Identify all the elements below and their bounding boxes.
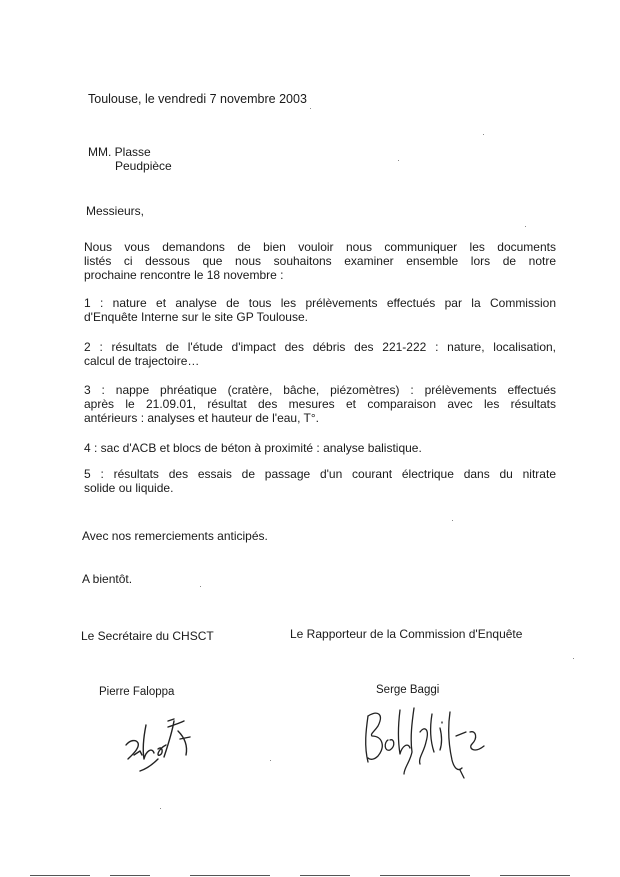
intro-line: prochaine rencontre le 18 novembre :	[84, 268, 284, 282]
list-item-line: 5 : résultats des essais de passage d'un courant électrique dans du nitrate	[84, 467, 556, 481]
closing-line: A bientôt.	[82, 572, 133, 586]
list-item-line: 3 : nappe phréatique (cratère, bâche, piézomètres) : prélèvements effectués	[84, 383, 556, 397]
scan-edge-line	[190, 875, 270, 876]
scan-speck	[452, 520, 453, 521]
scan-speck	[310, 108, 311, 109]
intro-line: Nous vous demandons de bien vouloir nous communiquer les documents	[84, 240, 556, 254]
list-item-3	[84, 383, 556, 425]
scan-edge-line	[300, 875, 350, 876]
left-signatory-title: Le Secrétaire du CHSCT	[81, 629, 214, 643]
scan-speck	[200, 586, 201, 587]
list-item-1	[84, 296, 556, 324]
scan-speck	[398, 160, 399, 161]
list-item-line: après le 21.09.01, résultat des mesures et comparaison avec les résultats	[84, 397, 556, 411]
letter-date: Toulouse, le vendredi 7 novembre 2003	[88, 92, 307, 106]
list-item-line: calcul de trajectoire…	[84, 354, 200, 368]
thanks-line: Avec nos remerciements anticipés.	[82, 529, 268, 543]
list-item-line: d'Enquête Interne sur le site GP Toulouse.	[84, 310, 308, 324]
left-signature	[118, 715, 208, 775]
scan-edge-line	[110, 875, 150, 876]
list-item-4	[84, 441, 556, 455]
recipient-line-1: MM. Plasse	[88, 145, 151, 159]
right-signatory-title: Le Rapporteur de la Commission d'Enquête	[290, 627, 523, 641]
list-item-5	[84, 467, 556, 495]
scan-speck	[525, 226, 526, 227]
scan-speck	[160, 808, 161, 809]
scan-speck	[483, 134, 484, 135]
list-item-line: antérieurs : analyses et hauteur de l'eau, T°.	[84, 411, 320, 425]
scan-speck	[270, 760, 271, 761]
right-signature	[360, 702, 500, 782]
scan-edge-line	[380, 875, 470, 876]
recipient-line-2: Peudpièce	[115, 159, 172, 173]
right-signatory-name: Serge Baggi	[376, 684, 440, 696]
list-item-2	[84, 340, 556, 368]
intro-paragraph	[84, 240, 556, 282]
salutation: Messieurs,	[86, 204, 145, 218]
scan-edge-line	[500, 875, 570, 876]
list-item-line: 2 : résultats de l'étude d'impact des débris des 221-222 : nature, localisation,	[84, 340, 556, 354]
scan-edge-line	[30, 875, 90, 876]
intro-line: listés ci dessous que nous souhaitons examiner ensemble lors de notre	[84, 254, 556, 268]
list-item-line: 4 : sac d'ACB et blocs de béton à proximité : analyse balistique.	[84, 441, 422, 455]
left-signatory-name: Pierre Faloppa	[99, 686, 175, 698]
scan-speck	[573, 658, 574, 659]
list-item-line: solide ou liquide.	[84, 481, 174, 495]
list-item-line: 1 : nature et analyse de tous les prélèvements effectués par la Commission	[84, 296, 556, 310]
